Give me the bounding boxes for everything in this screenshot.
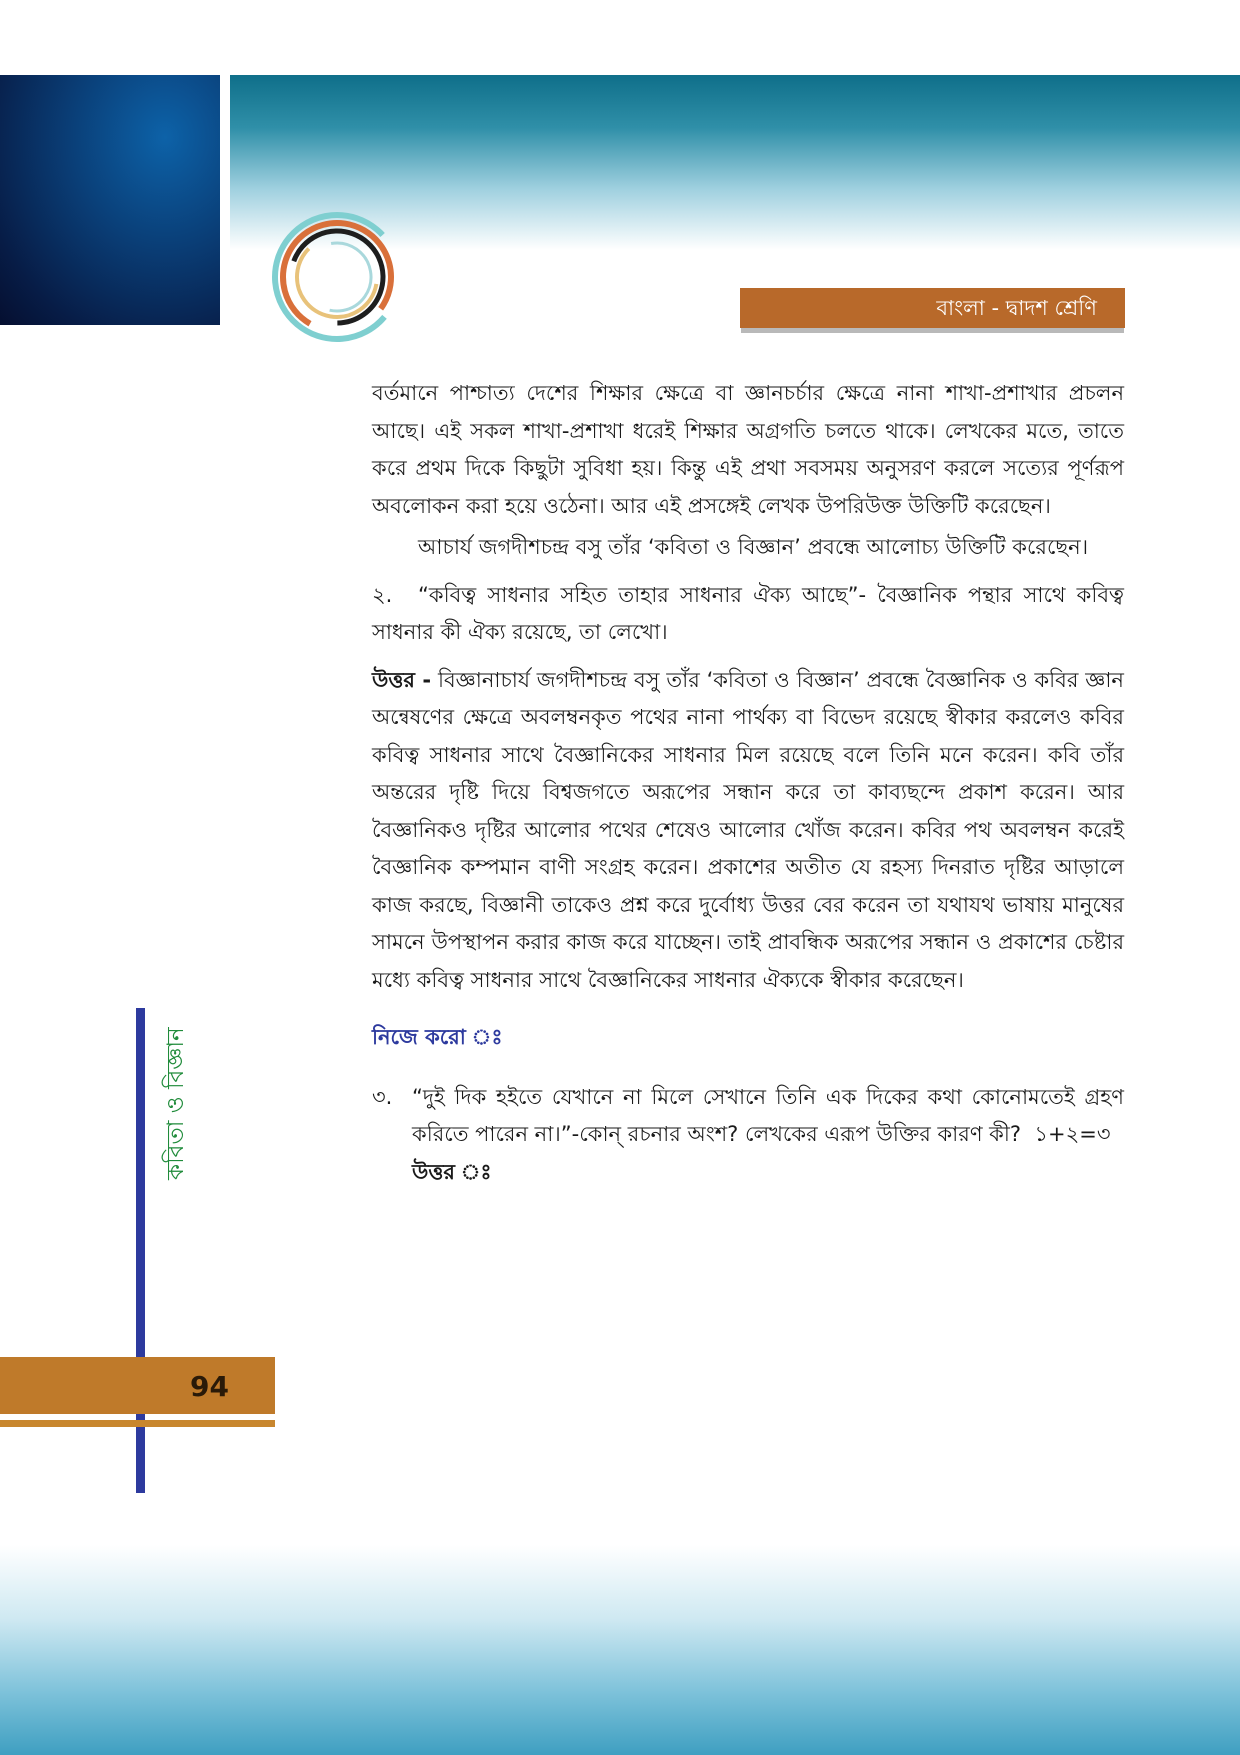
question-3-answer-label: উত্তর ঃ [412,1159,492,1184]
self-practice-heading: নিজে করো ঃ [372,1025,503,1049]
question-2-text: “কবিত্ব সাধনার সহিত তাহার সাধনার ঐক্য আছে”- বৈজ্ঞানিক পন্থার সাথে কবিত্ব সাধনার কী ঐক্য রয়েছে, তা লেখো। [372,582,1124,644]
paragraph-2: আচার্য জগদীশচন্দ্র বসু তাঁর ‘কবিতা ও বিজ্ঞান’ প্রবন্ধে আলোচ্য উক্তিটি করেছেন। [418,535,1089,559]
question-3-text: “দুই দিক হইতে যেখানে না মিলে সেখানে তিনি এক দিকের কথা কোনোমতেই গ্রহণ করিতে পারেন না।”-কোন্ রচনার অংশ? লেখকের এরূপ উক্তির কারণ কী? [412,1084,1124,1146]
subject-header: বাংলা - দ্বাদশ শ্রেণি [740,288,1125,328]
question-3 [372,1079,1124,1154]
page-number: 94 [190,1370,229,1403]
question-3-marks: ১+২=৩ [1034,1122,1111,1146]
page-number-band-line [0,1420,275,1427]
header-dark-square [0,75,220,325]
question-2 [372,577,1124,652]
chapter-title: কবিতা ও বিজ্ঞান [163,1027,189,1180]
answer-label: উত্তর - [372,667,432,692]
paragraph-1: বর্তমানে পাশ্চাত্য দেশের শিক্ষার ক্ষেত্রে বা জ্ঞানচর্চার ক্ষেত্রে নানা শাখা-প্রশাখার প্রচলন আছে। এই সকল শাখা-প্রশাখা ধরেই শিক্ষার অগ্রগতি চলতে থাকে। লেখকের মতে, তাতে করে প্রথম দিকে কিছুটা সুবিধা হয়। কিন্তু এই প্রথা সবসময় অনুসরণ করলে সত্যের পূর্ণরূপ অবলোকন করা হয়ে ওঠেনা। আর এই প্রসঙ্গেই লেখক উপরিউক্ত উক্তিটি করেছেন। [372,381,1124,518]
main-content [372,375,1124,1191]
question-3-number: ৩. [372,1084,393,1109]
answer-2 [372,662,1124,1000]
question-2-number: ২. [372,582,393,607]
ring-logo-icon [265,205,410,350]
page-number-band [0,1357,275,1414]
answer-text: বিজ্ঞানাচার্য জগদীশচন্দ্র বসু তাঁর ‘কবিতা ও বিজ্ঞান’ প্রবন্ধে বৈজ্ঞানিক ও কবির জ্ঞান অন্বেষণের ক্ষেত্রে অবলম্বনকৃত পথের নানা পার্থক্য বা বিভেদ রয়েছে স্বীকার করলেও কবির কবিত্ব সাধনার সাথে বৈজ্ঞানিকের সাধনার মিল রয়েছে বলে তিনি মনে করেন। কবি তাঁর অন্তরের দৃষ্টি দিয়ে বিশ্বজগতে অরূপের সন্ধান করে তা কাব্যছন্দে প্রকাশ করেন। আর বৈজ্ঞানিকও দৃষ্টির আলোর পথের শেষেও আলোর খোঁজ করেন। কবির পথ অবলম্বন করেই বৈজ্ঞানিক কম্পমান বাণী সংগ্রহ করেন। প্রকাশের অতীত যে রহস্য দিনরাত দৃষ্টির আড়ালে কাজ করছে, বিজ্ঞানী তাকেও প্রশ্ন করে দুর্বোধ্য উত্তর বের করেন তা যথাযথ ভাষায় মানুষের সামনে উপস্থাপন করার কাজ করে যাচ্ছেন। তাই প্রাবন্ধিক অরূপের সন্ধান ও প্রকাশের চেষ্টার মধ্যে কবিত্ব সাধনার সাথে বৈজ্ঞানিকের সাধনার ঐক্যকে স্বীকার করেছেন। [372,667,1124,992]
footer-gradient-band [0,1545,1240,1755]
